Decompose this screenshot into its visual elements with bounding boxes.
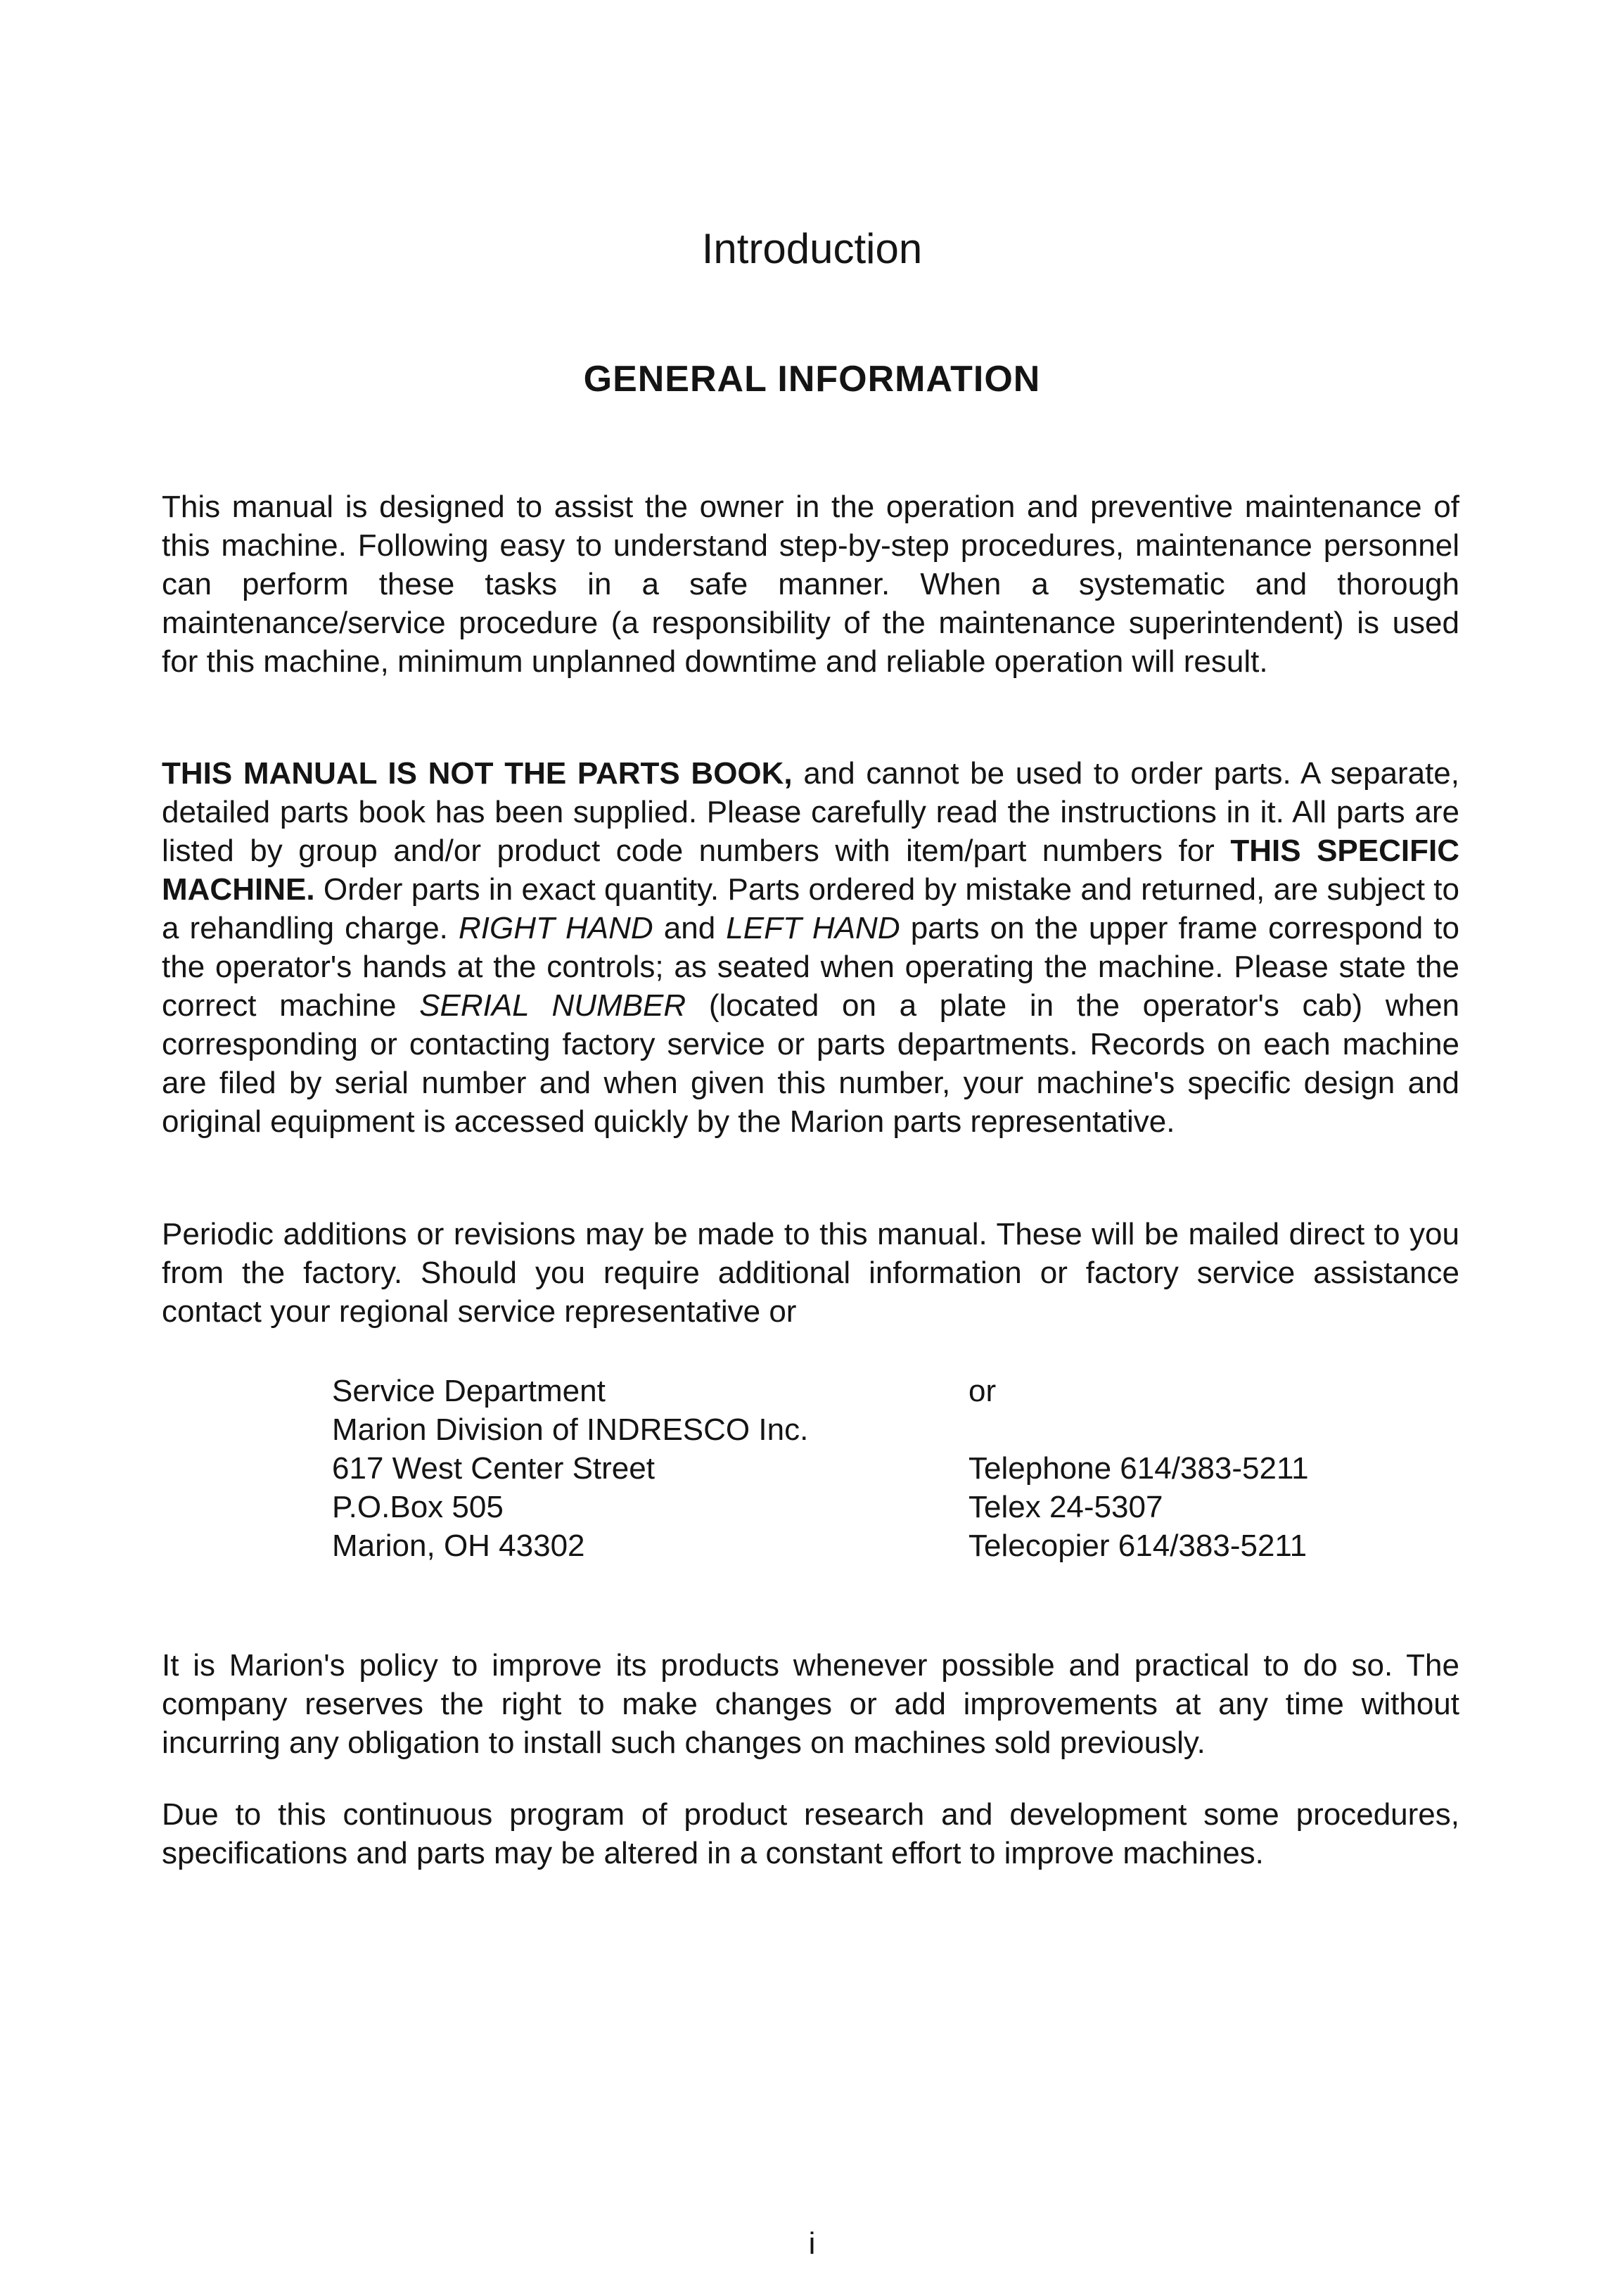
- policy-paragraph: It is Marion's policy to improve its products whenever possible and practical to do so. The company reserves the right to make changes or add improvements at any time without incurring any obligation to install such changes on machines sold previously.: [162, 1648, 1459, 1760]
- address-row: [332, 1372, 1387, 1410]
- parts-book-paragraph: [162, 754, 1459, 1141]
- parts-text-d: parts on the upper frame correspond to the operator's hands at the controls; as seated when operating the machine. Please state the correct machine: [162, 911, 1460, 1023]
- telecopier-line: Telecopier 614/383-5211: [968, 1529, 1307, 1563]
- page-number: i: [808, 2226, 816, 2261]
- page-title: Introduction: [701, 225, 923, 272]
- address-line: Marion, OH 43302: [332, 1529, 585, 1563]
- contact-address-block: [332, 1372, 1387, 1565]
- specific-machine-emphasis: THIS SPECIFIC MACHINE.: [162, 834, 1459, 907]
- right-hand-term: RIGHT HAND: [459, 911, 653, 945]
- address-line: Marion Division of INDRESCO Inc.: [332, 1412, 809, 1447]
- serial-number-term: SERIAL NUMBER: [419, 988, 686, 1023]
- contact-line: [968, 1410, 1387, 1449]
- section-heading: GENERAL INFORMATION: [583, 359, 1041, 400]
- address-row: [332, 1488, 1387, 1526]
- telephone-line: Telephone 614/383-5211: [968, 1451, 1309, 1486]
- address-row: [332, 1526, 1387, 1565]
- left-hand-term: LEFT HAND: [726, 911, 900, 945]
- parts-text-b: Order parts in exact quantity. Parts ordered by mistake and returned, are subject to a rehandling charge.: [162, 872, 1459, 945]
- intro-paragraph: This manual is designed to assist the owner in the operation and preventive maintenance of this machine. Following easy to understand step-by-step procedures, maintenance personnel can perform these tasks in a safe manner. When a systematic and thorough maintenance/service procedure (a responsibility of the maintenance superintendent) is used for this machine, minimum unplanned downtime and reliable operation will result.: [162, 490, 1459, 679]
- parts-text-a: and cannot be used to order parts. A separate, detailed parts book has been supplied. Please carefully read the instructions in it. All parts are listed by group and/or product code numbers with item/part numbers for: [162, 756, 1459, 868]
- address-line: P.O.Box 505: [332, 1490, 504, 1524]
- address-line: Service Department: [332, 1374, 606, 1408]
- telex-line: Telex 24-5307: [968, 1490, 1163, 1524]
- revisions-paragraph: Periodic additions or revisions may be made to this manual. These will be mailed direct to you from the factory. Should you require additional information or factory service assistance contact your regional service representative or: [162, 1217, 1459, 1329]
- address-row: [332, 1449, 1387, 1488]
- parts-text-e: (located on a plate in the operator's cab) when corresponding or contacting factory service or parts departments. Records on each machine are filed by serial number and when given this number, your machine's specific design and original equipment is accessed quickly by the Marion parts representative.: [162, 988, 1460, 1139]
- contact-line: or: [968, 1374, 997, 1408]
- address-row: [332, 1410, 1387, 1449]
- parts-book-warning: THIS MANUAL IS NOT THE PARTS BOOK,: [162, 756, 793, 791]
- parts-text-c: and: [653, 911, 727, 945]
- research-paragraph: Due to this continuous program of product research and development some procedures, specifications and parts may be altered in a constant effort to improve machines.: [162, 1797, 1459, 1870]
- address-line: 617 West Center Street: [332, 1451, 655, 1486]
